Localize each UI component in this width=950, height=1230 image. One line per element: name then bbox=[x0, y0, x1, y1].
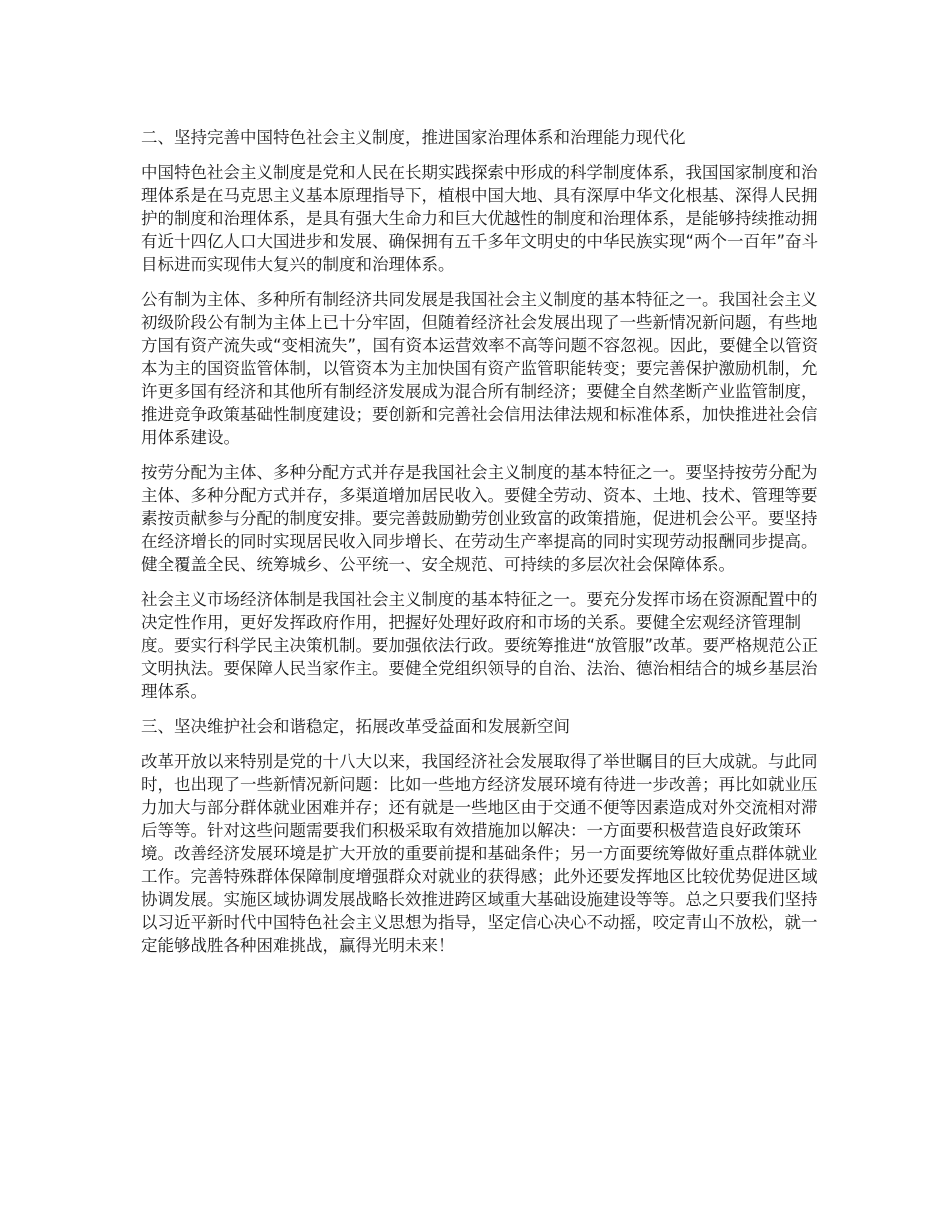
paragraph: 中国特色社会主义制度是党和人民在长期实践探索中形成的科学制度体系，我国国家制度和治理体系是在马克思主义基本原理指导下，植根中国大地、具有深厚中华文化根基、深得人民拥护的制度和治理体系，是具有强大生命力和巨大优越性的制度和治理体系，是能够持续推动拥有近十四亿人口大国进步和发展、确保拥有五千多年文明史的中华民族实现“两个一百年”奋斗目标进而实现伟大复兴的制度和治理体系。 bbox=[141, 163, 819, 274]
paragraph: 改革开放以来特别是党的十八大以来，我国经济社会发展取得了举世瞩目的巨大成就。与此同时，也出现了一些新情况新问题：比如一些地方经济发展环境有待进一步改善；再比如就业压力加大与部分群体就业困难并存；还有就是一些地区由于交通不便等因素造成对外交流相对滞后等等。针对这些问题需要我们积极采取有效措施加以解决：一方面要积极营造良好政策环境。改善经济发展环境是扩大开放的重要前提和基础条件；另一方面要统筹做好重点群体就业工作。完善特殊群体保障制度增强群众对就业的获得感；此外还要发挥地区比较优势促进区域协调发展。实施区域协调发展战略长效推进跨区域重大基础设施建设等等。总之只要我们坚持以习近平新时代中国特色社会主义思想为指导，坚定信心决心不动摇，咬定青山不放松，就一定能够战胜各种困难挑战，赢得光明未来！ bbox=[141, 752, 818, 955]
document-body bbox=[141, 126, 829, 969]
paragraph: 公有制为主体、多种所有制经济共同发展是我国社会主义制度的基本特征之一。我国社会主义初级阶段公有制为主体上已十分牢固，但随着经济社会发展出现了一些新情况新问题，有些地方国有资产流失或“变相流失”，国有资本运营效率不高等问题不容忽视。因此，要健全以管资本为主的国资监管体制，以管资本为主加快国有资产监管职能转变；要完善保护激励机制，允许更多国有经济和其他所有制经济发展成为混合所有制经济；要健全自然垄断产业监管制度，推进竞争政策基础性制度建设；要创新和完善社会信用法律法规和标准体系，加快推进社会信用体系建设。 bbox=[141, 290, 819, 447]
section-heading-3: 三、坚决维护社会和谐稳定，拓展改革受益面和发展新空间 bbox=[141, 717, 570, 736]
paragraph: 社会主义市场经济体制是我国社会主义制度的基本特征之一。要充分发挥市场在资源配置中的决定性作用，更好发挥政府作用，把握好处理好政府和市场的关系。要健全宏观经济管理制度。要实行科学民主决策机制。要加强依法行政。要统筹推进“放管服”改革。要严格规范公正文明执法。要保障人民当家作主。要健全党组织领导的自治、法治、德治相结合的城乡基层治理体系。 bbox=[141, 590, 819, 701]
paragraph: 按劳分配为主体、多种分配方式并存是我国社会主义制度的基本特征之一。要坚持按劳分配为主体、多种分配方式并存，多渠道增加居民收入。要健全劳动、资本、土地、技术、管理等要素按贡献参与分配的制度安排。要完善鼓励勤劳创业致富的政策措施，促进机会公平。要坚持在经济增长的同时实现居民收入同步增长、在劳动生产率提高的同时实现劳动报酬同步提高。健全覆盖全民、统筹城乡、公平统一、安全规范、可持续的多层次社会保障体系。 bbox=[141, 463, 818, 574]
section-heading-2: 二、坚持完善中国特色社会主义制度，推进国家治理体系和治理能力现代化 bbox=[141, 128, 686, 147]
